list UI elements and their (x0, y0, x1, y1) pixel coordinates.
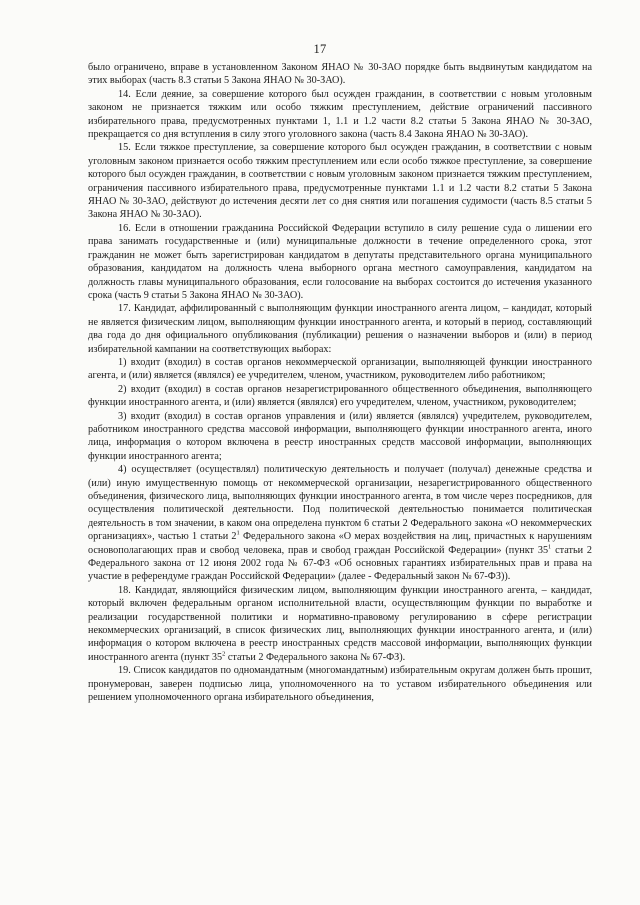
paragraph-text: 17. Кандидат, аффилированный с выполняющим функции иностранного агента лицом, – кандидат, который не является физическим лицом, выполняющим функции иностранного агента, и который в период, составляющий два года до дня официального опубликования (публикации) решения о назначении выборов и (или) в период избирательной кампании на соответствующих выборах: (88, 303, 592, 355)
paragraph-text: статьи 2 Федерального закона от 12 июня 2002 года № 67-ФЗ «Об основных гарантиях избирательных прав и права на участие в референдуме граждан Российской Федерации» (далее - Федеральный закон № 67-ФЗ)). (88, 544, 592, 583)
superscript: 2 (222, 650, 226, 658)
page-number: 17 (313, 42, 327, 56)
superscript: 1 (548, 543, 552, 551)
paragraph (88, 383, 592, 410)
paragraph (88, 410, 592, 464)
paragraph-text: 2) входит (входил) в состав органов незарегистрированного общественного объединения, выполняющего функции иностранного агента, и (или) является (являлся) его учредителем, членом, участником, руководителем; (88, 383, 592, 409)
paragraph-text: 14. Если деяние, за совершение которого был осужден гражданин, в соответствии с новым уголовным законом не признается тяжким или особо тяжким преступлением, действие ограничений пассивного избирательного права, предусмотренных пунктами 1, 1.1 и 1.2 части 8.2 статьи 5 Закона ЯНАО № 30-ЗАО, прекращается со дня вступления в силу этого уголовного закона (часть 8.4 Закона ЯНАО № 30-ЗАО). (88, 88, 592, 141)
paragraph-text: было ограничено, вправе в установленном Законом ЯНАО № 30-ЗАО порядке быть выдвинутым кандидатом на этих выборах (часть 8.3 статьи 5 Закона ЯНАО № 30-ЗАО). (88, 62, 592, 87)
paragraph (88, 664, 592, 704)
paragraph (88, 584, 592, 664)
paragraph-text: 4) осуществляет (осуществлял) политическую деятельность и получает (получал) денежные средства и (или) иную имущественную помощь от некоммерческой организации, незарегистрированного общественного объединения, физического лица, выполняющих функции иностранного агента, в том числе через посредников, для осуществления политической деятельности. Под политической деятельностью понимается политическая деятельность в том значении, в каком она определена пунктом 6 статьи 2 Федерального закона «О некоммерческих организациях», частью 1 статьи 2 (88, 464, 592, 543)
paragraph-text: 18. Кандидат, являющийся физическим лицом, выполняющим функции иностранного агента, – кандидат, который включен федеральным органом исполнительной власти, осуществляющим функции по выработке и реализации государственной политики и нормативно-правовому регулированию в сфере регистрации некоммерческих организаций, в список физических лиц, выполняющих функции иностранного агента, и (или) информация о котором включена в реестр иностранных средств массовой информации, выполняющих функции иностранного агента (пункт 35 (88, 584, 592, 663)
paragraph (88, 222, 592, 302)
paragraph (88, 88, 592, 142)
paragraph (88, 463, 592, 584)
paragraph (88, 356, 592, 383)
paragraph (88, 61, 592, 88)
superscript: 1 (236, 529, 240, 537)
paragraph-text: Федерального закона «О мерах воздействия на лиц, причастных к нарушениям основополагающих прав и свобод человека, прав и свобод граждан Российской Федерации» (пункт 35 (88, 531, 592, 556)
paragraph (88, 302, 592, 356)
paragraph-text: 15. Если тяжкое преступление, за совершение которого был осужден гражданин, в соответствии с новым уголовным законом признается особо тяжким преступлением или если особо тяжкое преступление, за совершение которого был осужден гражданин, в соответствии с новым уголовным законом признается тяжким преступлением, ограничения пассивного избирательного права, предусмотренные пунктами 1.1 и 1.2 части 8.2 статьи 5 Закона ЯНАО № 30-ЗАО, действуют до истечения десяти лет со дня снятия или погашения судимости (часть 8.5 статьи 5 Закона ЯНАО № 30-ЗАО). (88, 142, 592, 221)
paragraph-text: 1) входит (входил) в состав органов некоммерческой организации, выполняющей функции иностранного агента, и (или) является (являлся) ее учредителем, членом, участником, руководителем либо работником; (88, 356, 592, 382)
paragraph-text: статьи 2 Федерального закона № 67-ФЗ). (225, 651, 406, 663)
paragraph-text: 19. Список кандидатов по одномандатным (многомандатным) избирательным округам должен быть прошит, пронумерован, заверен подписью лица, уполномоченного на то уставом избирательного объединения или решением уполномоченного органа избирательного объединения, (88, 665, 592, 704)
paragraph-text: 3) входит (входил) в состав органов управления и (или) является (являлся) учредителем, руководителем, работником иностранного средства массовой информации, выполняющего функции иностранного агента, иного лица, информация о котором включена в реестр иностранных средств массовой информации, выполняющих функции иностранного агента; (88, 410, 592, 462)
document-body (88, 61, 592, 705)
paragraph (88, 141, 592, 221)
paragraph-text: 16. Если в отношении гражданина Российской Федерации вступило в силу решение суда о лишении его права занимать государственные и (или) муниципальные должности в течение определенного срока, этот гражданин не может быть зарегистрирован кандидатом в депутаты представительного органа муниципального образования, кандидатом на должность члена выборного органа местного самоуправления, кандидатом на должность главы муниципального образования, если голосование на выборах состоится до истечения указанного срока (часть 9 статьи 5 Закона ЯНАО № 30-ЗАО). (88, 222, 592, 301)
